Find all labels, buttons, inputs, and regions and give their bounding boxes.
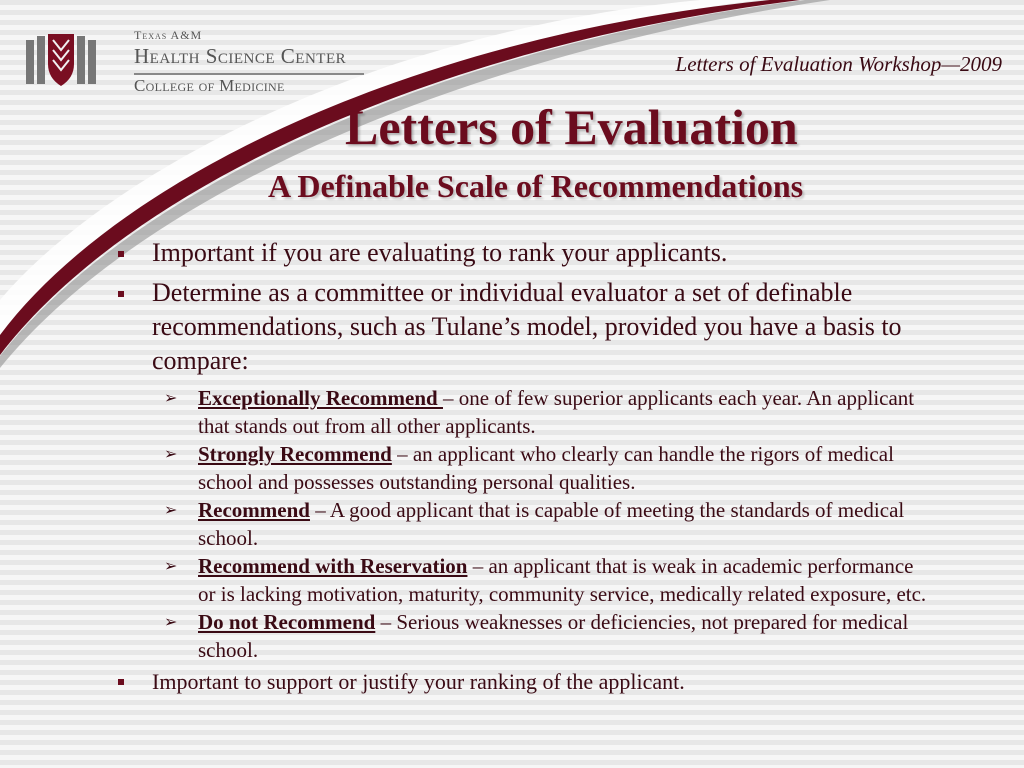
scale-description: – A good applicant that is capable of meeting the standards of medical school. (198, 498, 905, 550)
scale-item (112, 608, 932, 664)
workshop-label: Letters of Evaluation Workshop—2009 (675, 52, 1002, 76)
college-logo (26, 28, 366, 98)
logo-line-center: Health Science Center (134, 44, 347, 68)
scale-term: Exceptionally Recommend (198, 386, 443, 410)
scale-description: – an applicant who clearly can handle the rigors of medical school and possesses outstanding personal qualities. (198, 442, 894, 494)
arrow-bullet-icon: ➢ (164, 388, 178, 407)
bullet-square-icon (118, 251, 124, 257)
bullet-item (112, 236, 932, 270)
bullet-square-icon (118, 291, 124, 297)
scale-item (112, 440, 932, 496)
scale-description: – an applicant that is weak in academic performance or is lacking motivation, maturity, community service, medically related exposure, etc. (198, 554, 927, 606)
arrow-bullet-icon: ➢ (164, 500, 178, 519)
scale-term: Recommend with Reservation (198, 554, 468, 578)
bullet-item (112, 276, 932, 378)
shield-bars-icon (26, 30, 96, 88)
scale-term: Strongly Recommend (198, 442, 392, 466)
logo-line-college: College of Medicine (134, 76, 285, 95)
slide-title: Letters of Evaluation (345, 99, 798, 155)
logo-line-university: Texas A&M (134, 28, 203, 42)
scale-item (112, 384, 932, 440)
scale-description: – one of few superior applicants each year. An applicant that stands out from all other applicants. (198, 386, 915, 438)
scale-term: Do not Recommend (198, 610, 376, 634)
bullet-text: Important if you are evaluating to rank your applicants. (152, 238, 728, 267)
scale-item (112, 552, 932, 608)
scale-term: Recommend (198, 498, 310, 522)
logo-divider (134, 73, 364, 75)
slide-subtitle: A Definable Scale of Recommendations (268, 168, 804, 204)
bullet-square-icon (118, 679, 124, 685)
bullet-text: Determine as a committee or individual evaluator a set of definable recommendations, such as Tulane’s model, provided you have a basis to compare: (152, 278, 902, 375)
bullet-text: Important to support or justify your ranking of the applicant. (152, 669, 685, 694)
scale-item (112, 496, 932, 552)
arrow-bullet-icon: ➢ (164, 612, 178, 631)
bullet-item (112, 668, 932, 696)
arrow-bullet-icon: ➢ (164, 556, 178, 575)
slide-body (112, 236, 932, 702)
arrow-bullet-icon: ➢ (164, 444, 178, 463)
scale-description: – Serious weaknesses or deficiencies, not prepared for medical school. (198, 610, 909, 662)
